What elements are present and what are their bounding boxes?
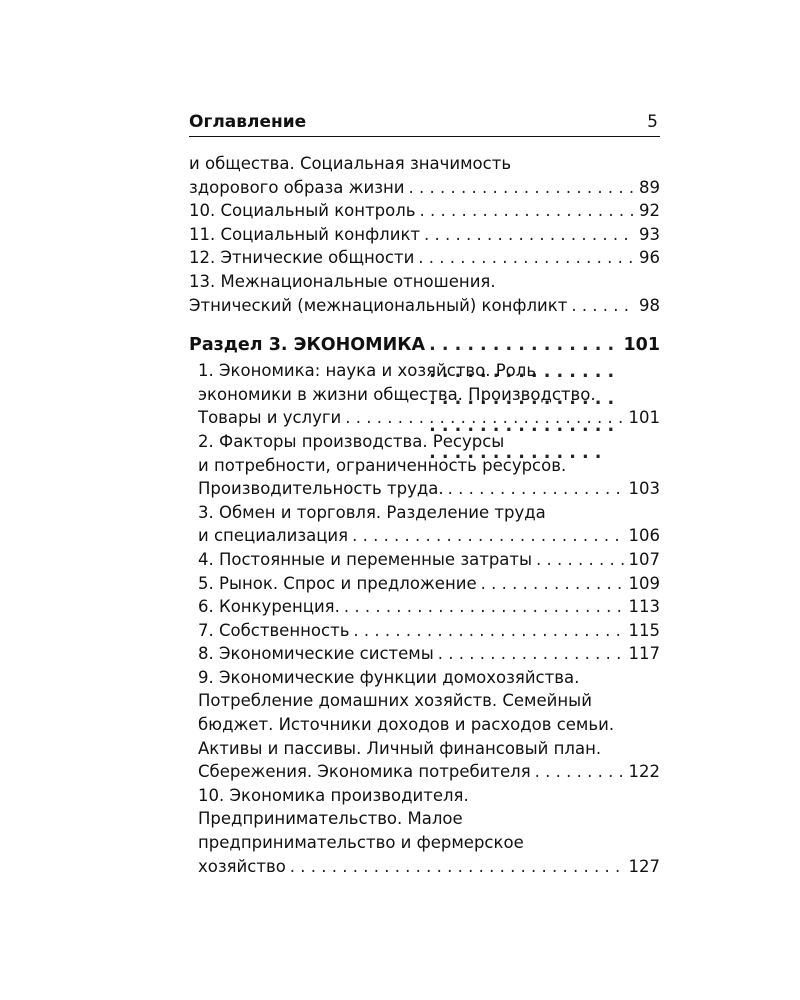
toc-entry-label: 7. Собственность [198,620,350,640]
toc-line: экономики в жизни общества. Производство. [198,384,596,404]
dot-leader [535,760,625,784]
toc-entry [189,642,660,666]
toc-entry-page: 113 [628,597,660,617]
toc-entry-page: 96 [639,248,660,268]
dot-leader [352,524,624,548]
toc-line: и потребности, ограниченность ресурсов. [198,455,567,475]
toc-entry [189,548,660,572]
table-of-contents [189,152,660,878]
toc-entry-label: Этнический (межнациональный) конфликт [189,295,568,315]
dot-leader [448,477,625,501]
toc-entry-label: хозяйство [198,856,286,876]
dot-leader [409,176,635,200]
toc-entry [189,176,660,200]
toc-entry-page: 127 [628,856,660,876]
toc-line: бюджет. Источники доходов и расходов семьи. [198,715,615,735]
toc-line: Предпринимательство. Малое [198,809,463,829]
toc-line: и общества. Социальная значимость [189,154,512,173]
toc-entry-label: здорового образа жизни [189,177,405,197]
toc-entry-page: 107 [628,549,660,569]
dot-leader [481,572,625,596]
toc-entry-label: 11. Социальный конфликт [189,224,421,244]
toc-entry-page: 89 [639,177,660,197]
dot-leader [438,642,625,666]
toc-entry-page: 103 [628,479,660,499]
toc-line: 10. Экономика производителя. [198,785,469,805]
toc-entry [189,246,660,270]
toc-entry [189,619,660,643]
toc-entry [189,199,660,223]
toc-line: 9. Экономические функции домохозяйства. [198,667,580,687]
toc-entry-page: 93 [639,224,660,244]
toc-entry-label: Производительность труда. [198,479,444,499]
toc-entry-label: 4. Постоянные и переменные затраты [198,549,533,569]
toc-line: 13. Межнациональные отношения. [189,271,496,291]
dot-leader [424,223,635,247]
toc-entry [189,572,660,596]
toc-line: Активы и пассивы. Личный финансовый план. [198,738,602,758]
toc-entry-page: 106 [628,526,660,546]
toc-entry [189,595,660,619]
toc-entry-label: 8. Экономические системы [198,644,434,664]
toc-line: 1. Экономика: наука и хозяйство. Роль [198,361,537,381]
toc-line: Потребление домашних хозяйств. Семейный [198,691,592,711]
toc-entry-label: Сбережения. Экономика потребителя [198,762,531,782]
toc-entry-label: 12. Этнические общности [189,248,415,268]
toc-entry [189,406,660,430]
toc-entry [189,223,660,247]
dot-leader [418,246,635,270]
dot-leader [290,855,625,879]
header-title: Оглавление [189,112,307,132]
toc-entry-page: 117 [628,644,660,664]
dot-leader [571,294,635,318]
toc-entry-page: 109 [628,573,660,593]
toc-entry [189,855,660,879]
toc-entry-label: 5. Рынок. Спрос и предложение [198,573,477,593]
dot-leader [536,548,624,572]
toc-entry-label: 6. Конкуренция. [198,597,340,617]
toc-entry-page: 115 [628,620,660,640]
toc-entry [189,477,660,501]
dot-leader [353,619,624,643]
toc-entry-page: 122 [628,762,660,782]
toc-line: предпринимательство и фермерское [198,833,524,853]
toc-entry-page: 92 [639,201,660,221]
toc-entry-label: и специализация [198,526,349,546]
section-page: 101 [623,335,660,356]
toc-entry [189,294,660,318]
toc-line: 3. Обмен и торговля. Разделение труда [198,502,546,522]
toc-entry [189,760,660,784]
dot-leader [344,595,625,619]
toc-entry-label: Товары и услуги [198,408,342,428]
toc-section-heading [189,332,660,359]
toc-entry-label: 10. Социальный контроль [189,201,416,221]
header-page-number: 5 [647,112,658,132]
dot-leader [420,199,635,223]
running-header [189,112,660,137]
toc-entry-page: 98 [639,295,660,315]
toc-entry [189,524,660,548]
toc-entry-page: 101 [628,408,660,428]
section-label: Раздел 3. ЭКОНОМИКА [189,335,426,356]
toc-line: 2. Факторы производства. Ресурсы [198,431,505,451]
dot-leader [345,406,624,430]
